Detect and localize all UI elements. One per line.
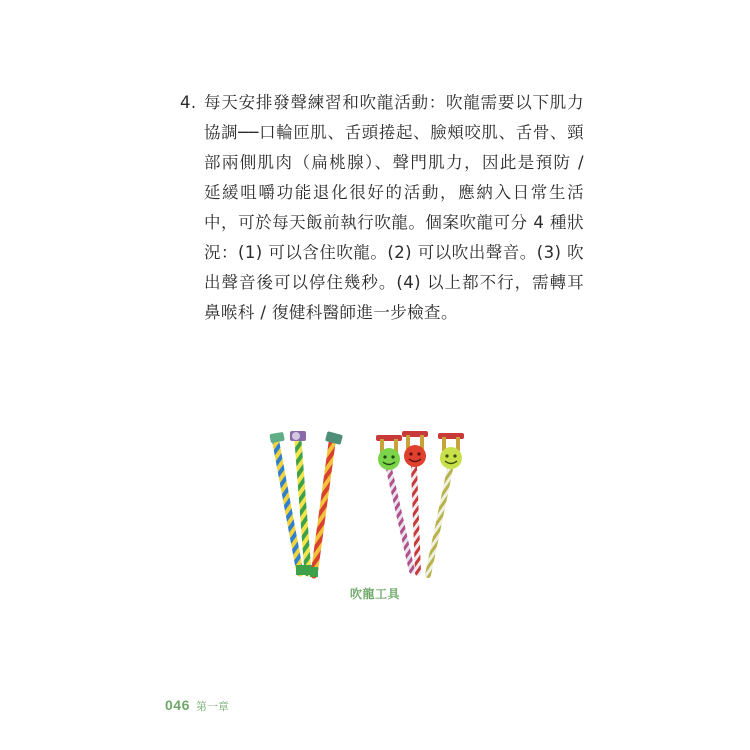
blower-red-yellow [310,431,343,577]
list-number: 4. [180,93,197,112]
list-text: 每天安排發聲練習和吹龍活動：吹龍需要以下肌力協調──口輪匝肌、舌頭捲起、臉頰咬肌、舌骨、頸部兩側肌肉（扁桃腺）、聲門肌力，因此是預防 / 延緩咀嚼功能退化很好的活動，應納入日常生活中，可於每天飯前執行吹龍。個案吹龍可分 4 種狀況：(1) 可以含住吹龍。(2) 可以吹出聲音。(3) 吹出聲音後可以停住幾秒。(4) 以上都不行，需轉耳鼻喉科 / 復健科醫師進一步檢查。 [204,93,584,322]
party-blowers-photo [262,425,484,585]
main-content [180,88,584,328]
page-number: 046 [165,697,190,713]
figure-caption: 吹龍工具 [349,587,400,601]
page-footer [165,697,229,714]
chapter-label: 第一章 [195,700,229,713]
list-item [180,88,584,328]
blower-smiley-yellow [428,433,464,575]
